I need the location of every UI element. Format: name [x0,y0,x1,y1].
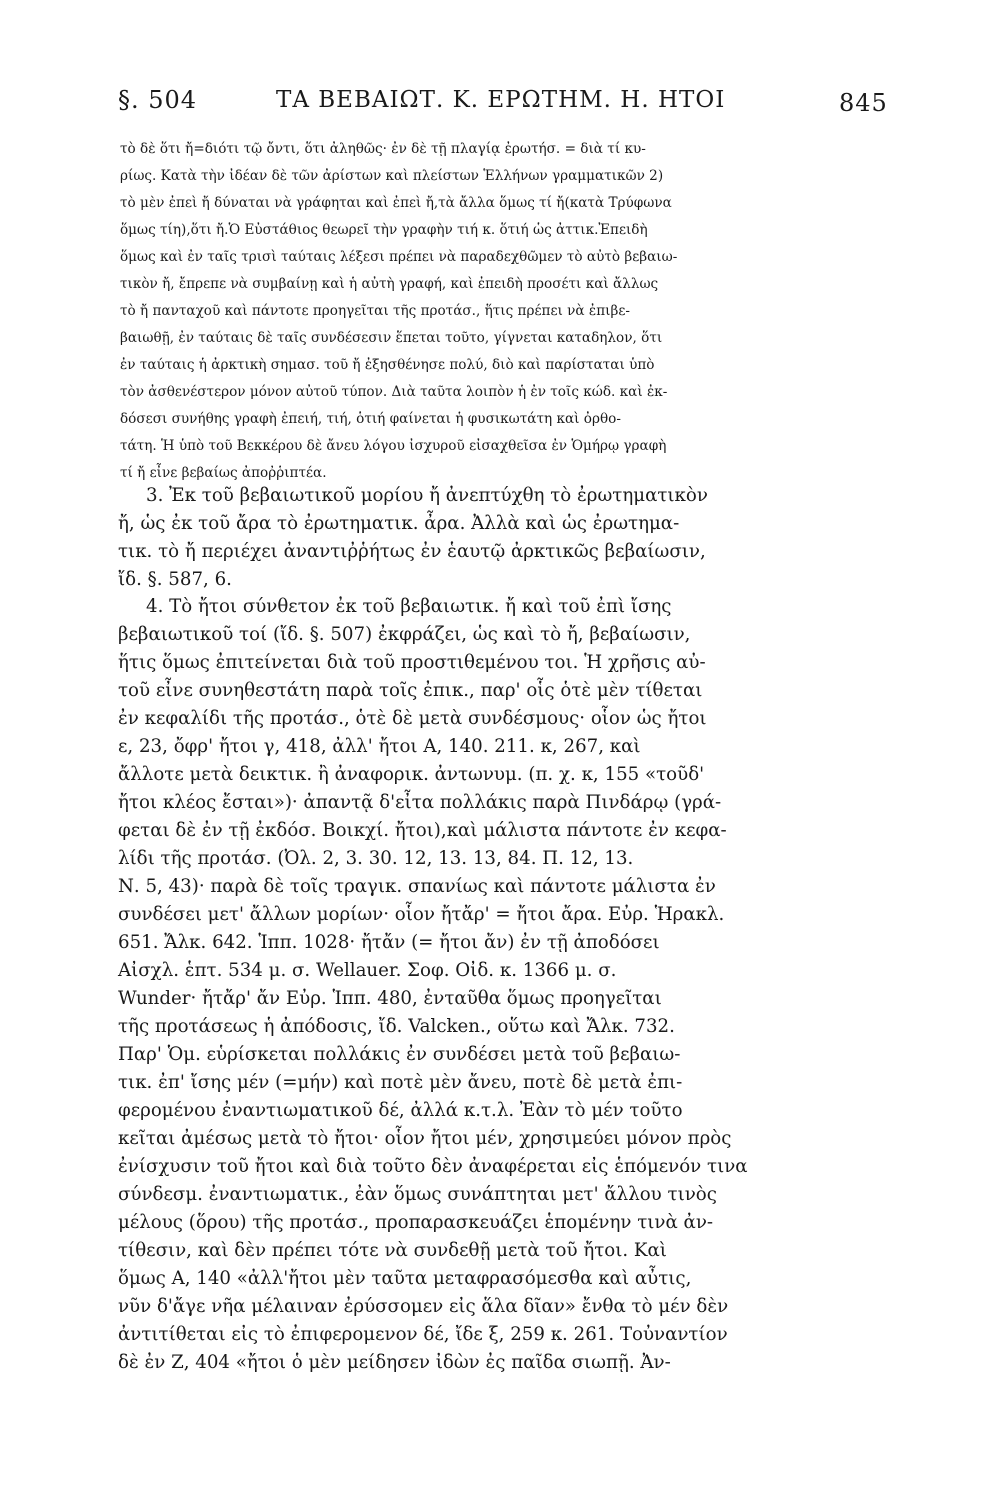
footnote-line: τὸ μὲν ἐπεὶ ἤ δύναται νὰ γράφηται καὶ ἐπεὶ ἤ,τὰ ἄλλα ὅμως τί ἤ(κατὰ Τρύφωνα [120,195,672,211]
paragraph-line: τίθεσιν, καὶ δὲν πρέπει τότε νὰ συνδεθῇ μετὰ τοῦ ἤτοι. Καὶ [118,1240,667,1261]
paragraph-line: 651. Ἄλκ. 642. Ἱππ. 1028· ἤτἄν (= ἤτοι ἄν) ἐν τῇ ἀποδόσει [118,932,660,953]
paragraph-line: Ν. 5, 43)· παρὰ δὲ τοῖς τραγικ. σπανίως καὶ πάντοτε μάλιστα ἐν [118,876,716,897]
paragraph-line: ἴδ. §. 587, 6. [118,569,232,590]
paragraph-line: 4. Τὸ ἤτοι σύνθετον ἐκ τοῦ βεβαιωτικ. ἤ καὶ τοῦ ἐπὶ ἴσης [146,596,672,617]
footnote-line: τικὸν ἤ, ἔπρεπε νὰ συμβαίνῃ καὶ ἡ αὐτὴ γραφή, καὶ ἐπειδὴ προσέτι καὶ ἄλλως [120,276,659,292]
footnote-line: βαιωθῇ, ἐν ταύταις δὲ ταῖς συνδέσεσιν ἕπεται τοῦτο, γίγνεται καταδηλον, ὅτι [120,330,663,346]
footnote-line: τὸν ἀσθενέστερον μόνον αὐτοῦ τύπον. Διὰ ταῦτα λοιπὸν ἡ ἐν τοῖς κώδ. καὶ ἐκ- [120,384,668,400]
paragraph-line: Wunder· ἤτἄρ' ἄν Εὐρ. Ἱππ. 480, ἐνταῦθα ὅμως προηγεῖται [118,988,662,1009]
paragraph-line: ὅμως Α, 140 «ἀλλ'ἤτοι μὲν ταῦτα μεταφρασόμεσθα καὶ αὖτις, [118,1268,692,1289]
paragraph-line: δὲ ἐν Ζ, 404 «ἤτοι ὁ μὲν μείδησεν ἰδὼν ἐς παῖδα σιωπῇ. Ἀν- [118,1352,671,1373]
paragraph-line: ε, 23, ὄφρ' ἤτοι γ, 418, ἀλλ' ἤτοι Α, 140. 211. κ, 267, καὶ [118,736,641,757]
paragraph-line: ἤτοι κλέος ἔσται»)· ἀπαντᾷ δ'εἶτα πολλάκις παρὰ Πινδάρῳ (γρά- [118,792,722,813]
paragraph-line: ἀντιτίθεται εἰς τὸ ἐπιφερομενον δέ, ἴδε ξ, 259 κ. 261. Τοὐναντίον [118,1324,728,1345]
paragraph-line: μέλους (ὅρου) τῆς προτάσ., προπαρασκευάζει ἑπομένην τινὰ ἀν- [118,1212,714,1233]
paragraph-line: φεται δὲ ἐν τῇ ἐκδόσ. Βοικχί. ἤτοι),καὶ μάλιστα πάντοτε ἐν κεφα- [118,820,727,841]
paragraph-line: τοῦ εἶνε συνηθεστάτη παρὰ τοῖς ἐπικ., παρ' οἷς ὁτὲ μὲν τίθεται [118,680,703,701]
paragraph-line: ἐνίσχυσιν τοῦ ἤτοι καὶ διὰ τοῦτο δὲν ἀναφέρεται εἰς ἑπόμενόν τινα [118,1156,748,1177]
footnote-line: ἐν ταύταις ἡ ἀρκτικὴ σημασ. τοῦ ἤ ἐξησθένησε πολύ, διὸ καὶ παρίσταται ὑπὸ [120,357,655,373]
footnote-line: τὸ ἤ πανταχοῦ καὶ πάντοτε προηγεῖται τῆς προτάσ., ἥτις πρέπει νὰ ἐπιβε- [120,303,630,319]
footnote-line: ρίως. Κατὰ τὴν ἰδέαν δὲ τῶν ἀρίστων καὶ πλείστων Ἑλλήνων γραμματικῶν 2) [120,168,664,184]
paragraph-line: τικ. ἐπ' ἴσης μέν (=μήν) καὶ ποτὲ μὲν ἄνευ, ποτὲ δὲ μετὰ ἐπι- [118,1072,683,1093]
footnote-line: δόσεσι συνήθης γραφὴ ἐπειή, τιή, ὁτιή φαίνεται ἡ φυσικωτάτη καὶ ὀρθο- [120,411,621,427]
paragraph-line: φερομένου ἐναντιωματικοῦ δέ, ἀλλά κ.τ.λ. Ἐὰν τὸ μέν τοῦτο [118,1100,683,1121]
footnote-line: τί ἤ εἶνε βεβαίως ἀποῤῥιπτέα. [120,465,327,481]
paragraph-line: βεβαιωτικοῦ τοί (ἴδ. §. 507) ἐκφράζει, ὡς καὶ τὸ ἤ, βεβαίωσιν, [118,624,691,645]
paragraph-line: Αἰσχλ. ἑπτ. 534 μ. σ. Wellauer. Σοφ. Οἰδ. κ. 1366 μ. σ. [118,960,617,981]
footnote-line: τάτη. Ἡ ὑπὸ τοῦ Βεκκέρου δὲ ἄνευ λόγου ἰσχυροῦ εἰσαχθεῖσα ἐν Ὁμήρῳ γραφὴ [120,438,667,454]
paragraph-line: συνδέσει μετ' ἄλλων μορίων· οἷον ἤτἄρ' = ἤτοι ἄρα. Εὐρ. Ἡρακλ. [118,904,725,925]
footnote-line: ὅμως καὶ ἐν ταῖς τρισὶ ταύταις λέξεσι πρέπει νὰ παραδεχθῶμεν τὸ αὐτὸ βεβαιω- [120,249,678,265]
paragraph-line: 3. Ἐκ τοῦ βεβαιωτικοῦ μορίου ἤ ἀνεπτύχθη τὸ ἐρωτηματικὸν [146,485,708,506]
paragraph-line: κεῖται ἀμέσως μετὰ τὸ ἤτοι· οἷον ἤτοι μέν, χρησιμεύει μόνον πρὸς [118,1128,732,1149]
paragraph-line: ἐν κεφαλίδι τῆς προτάσ., ὁτὲ δὲ μετὰ συνδέσμους· οἷον ὡς ἤτοι [118,708,707,729]
footnote-line: τὸ δὲ ὅτι ἤ=διότι τῷ ὄντι, ὅτι ἀληθῶς· ἐν δὲ τῇ πλαγίᾳ ἐρωτήσ. = διὰ τί κυ- [120,141,646,157]
footnote-line: ὅμως τίη),ὅτι ἤ.Ὁ Εὐστάθιος θεωρεῖ τὴν γραφὴν τιή κ. ὅτιή ὡς ἀττικ.Ἐπειδὴ [120,222,648,238]
running-title: ΤΑ ΒΕΒΑΙΩΤ. Κ. ΕΡΩΤΗΜ. Η. ΗΤΟΙ [276,87,726,113]
paragraph-line: σύνδεσμ. ἐναντιωματικ., ἐὰν ὅμως συνάπτηται μετ' ἄλλου τινὸς [118,1184,717,1205]
paragraph-line: λίδι τῆς προτάσ. (Ὀλ. 2, 3. 30. 12, 13. 13, 84. Π. 12, 13. [118,848,634,869]
page-number: 845 [839,89,888,117]
paragraph-line: ἄλλοτε μετὰ δεικτικ. ἢ ἀναφορικ. ἀντωνυμ. (π. χ. κ, 155 «τοῦδ' [118,764,705,785]
section-number: §. 504 [118,86,198,114]
paragraph-line: τῆς προτάσεως ἡ ἀπόδοσις, ἴδ. Valcken., οὕτω καὶ Ἄλκ. 732. [118,1016,675,1037]
paragraph-line: ἥτις ὅμως ἐπιτείνεται διὰ τοῦ προστιθεμένου τοι. Ἡ χρῆσις αὐ- [118,652,706,673]
running-header [118,86,888,126]
paragraph-line: νῦν δ'ἄγε νῆα μέλαιναν ἐρύσσομεν εἰς ἅλα δῖαν» ἔνθα τὸ μέν δὲν [118,1296,729,1317]
paragraph-line: ἤ, ὡς ἐκ τοῦ ἄρα τὸ ἐρωτηματικ. ἆρα. Ἀλλὰ καὶ ὡς ἐρωτημα- [118,513,680,534]
paragraph-line: τικ. τὸ ἤ περιέχει ἀναντιῤῥήτως ἐν ἑαυτῷ ἀρκτικῶς βεβαίωσιν, [118,541,706,562]
paragraph-line: Παρ' Ὁμ. εὑρίσκεται πολλάκις ἐν συνδέσει μετὰ τοῦ βεβαιω- [118,1044,681,1065]
